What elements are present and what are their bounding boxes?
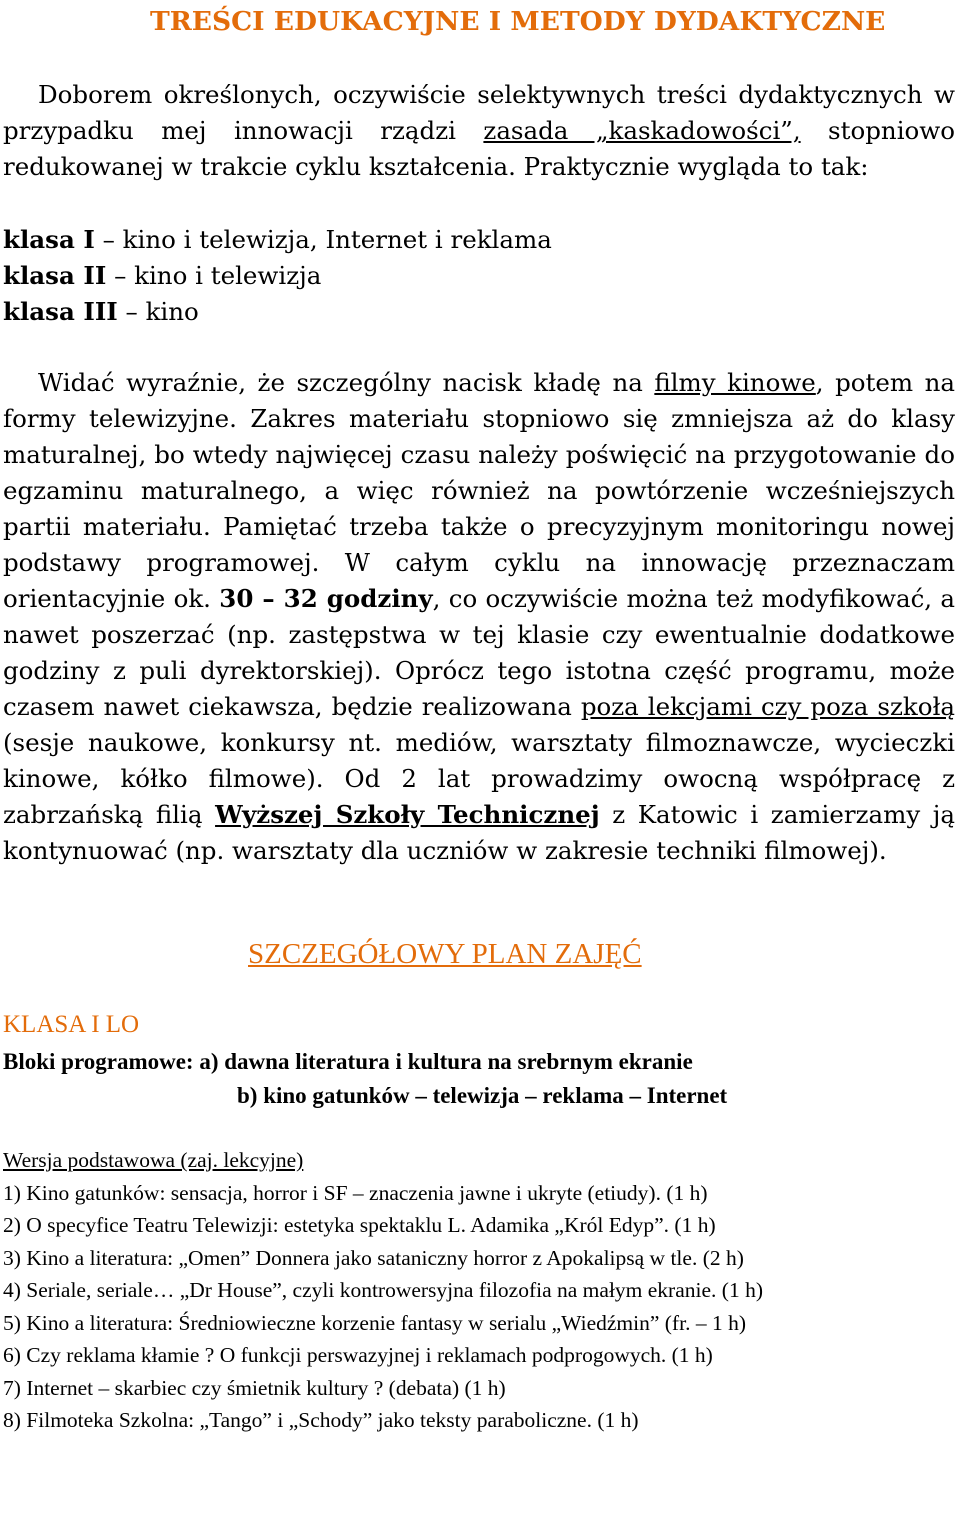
intro-line-2b: stopniowo [800,116,955,145]
class-text: – kino i telewizja [106,261,322,290]
section-title: TREŚCI EDUKACYJNE I METODY DYDAKTYCZNE [150,6,886,37]
class-label: klasa II [3,261,107,290]
intro-paragraph [3,77,955,185]
class-item [3,258,955,294]
lesson-item: 5) Kino a literatura: Średniowieczne korzenie fantasy w serialu „Wiedźmin” (fr. – 1 h) [3,1310,746,1335]
program-blocks [3,1045,727,1113]
intro-line-1: Doborem określonych, oczywiście selektywnych treści dydaktycznych [38,80,923,109]
cinema-films: filmy kinowe [654,368,816,397]
lesson-item: 4) Seriale, seriale… „Dr House”, czyli kontrowersyjna filozofia na małym ekranie. (1 h) [3,1278,763,1302]
intro-line-2a: w przypadku mej innowacji rządzi [3,80,955,145]
lesson-item: 7) Internet – skarbiec czy śmietnik kultury ? (debata) (1 h) [3,1375,506,1400]
hours-count: 30 – 32 godziny [219,584,433,613]
school-name: Wyższej Szkoły Technicznej [215,800,600,829]
lesson-item: 6) Czy reklama kłamie ? O funkcji perswazyjnej i reklamach podprogowych. (1 h) [3,1343,713,1367]
class-list [3,222,955,330]
para-text: z Katowic i zamierzamy ją kontynuować (np. warsztaty dla uczniów w zakresie techniki filmowej). [3,800,955,865]
blocks-line-1: Bloki programowe: a) dawna literatura i kultura na srebrnym ekranie [3,1049,693,1074]
class-text: – kino i telewizja, Internet i reklama [94,225,552,254]
lesson-list [3,1144,955,1437]
para-text: , potem na formy telewizyjne. Zakres materiału stopniowo się zmniejsza aż do klasy maturalnej, bo wtedy najwięcej czasu należy poświęcić na przygotowanie do egzaminu maturalnego, a więc również na powtórzenie wcześniejszych partii materiału. Pamiętać trzeba także o precyzyjnym monitoringu nowej podstawy programowej. W całym cyklu na innowację przeznaczam orientacyjnie ok. [3,368,955,613]
main-paragraph [3,365,955,869]
lesson-item: 3) Kino a literatura: „Omen” Donnera jako sataniczny horror z Apokalipsą w tle. (2 h) [3,1245,744,1270]
class-heading: KLASA I LO [3,1011,140,1038]
lesson-item: 2) O specyfice Teatru Telewizji: estetyka spektaklu L. Adamika „Król Edyp”. (1 h) [3,1213,716,1237]
class-text: – kino [117,297,199,326]
outside-lessons: poza lekcjami czy poza szkołą [580,692,955,721]
cascade-principle: zasada „kaskadowości”, [483,116,801,145]
class-item [3,294,955,330]
para-text: Widać wyraźnie, że szczególny nacisk kładę na [38,368,655,397]
version-heading: Wersja podstawowa (zaj. lekcyjne) [3,1148,304,1172]
lesson-item: 1) Kino gatunków: sensacja, horror i SF – znaczenia jawne i ukryte (etiudy). (1 h) [3,1180,708,1205]
intro-line-3: redukowanej w trakcie cyklu kształcenia. Praktycznie wygląda to tak: [3,152,869,181]
para-text: (sesje naukowe, konkursy nt. mediów, warsztaty filmoznawcze, wycieczki kinowe, kółko filmowe). Od 2 lat prowadzimy owocną współpracę z zabrzańską filią [3,728,955,829]
lesson-item: 8) Filmoteka Szkolna: „Tango” i „Schody” jako teksty paraboliczne. (1 h) [3,1408,639,1432]
plan-heading: SZCZEGÓŁOWY PLAN ZAJĘĆ [248,938,642,970]
blocks-line-2: b) kino gatunków – telewizja – reklama – Internet [237,1083,728,1108]
class-label: klasa III [3,297,118,326]
class-item [3,222,955,258]
para-text: , co oczywiście można też modyfikować, a nawet poszerzać (np. zastępstwa w tej klasie czy ewentualnie dodatkowe godziny z puli dyrektorskiej). Oprócz tego istotna część programu, może czasem nawet ciekawsza, będzie realizowana [3,584,955,721]
class-label: klasa I [3,225,95,254]
